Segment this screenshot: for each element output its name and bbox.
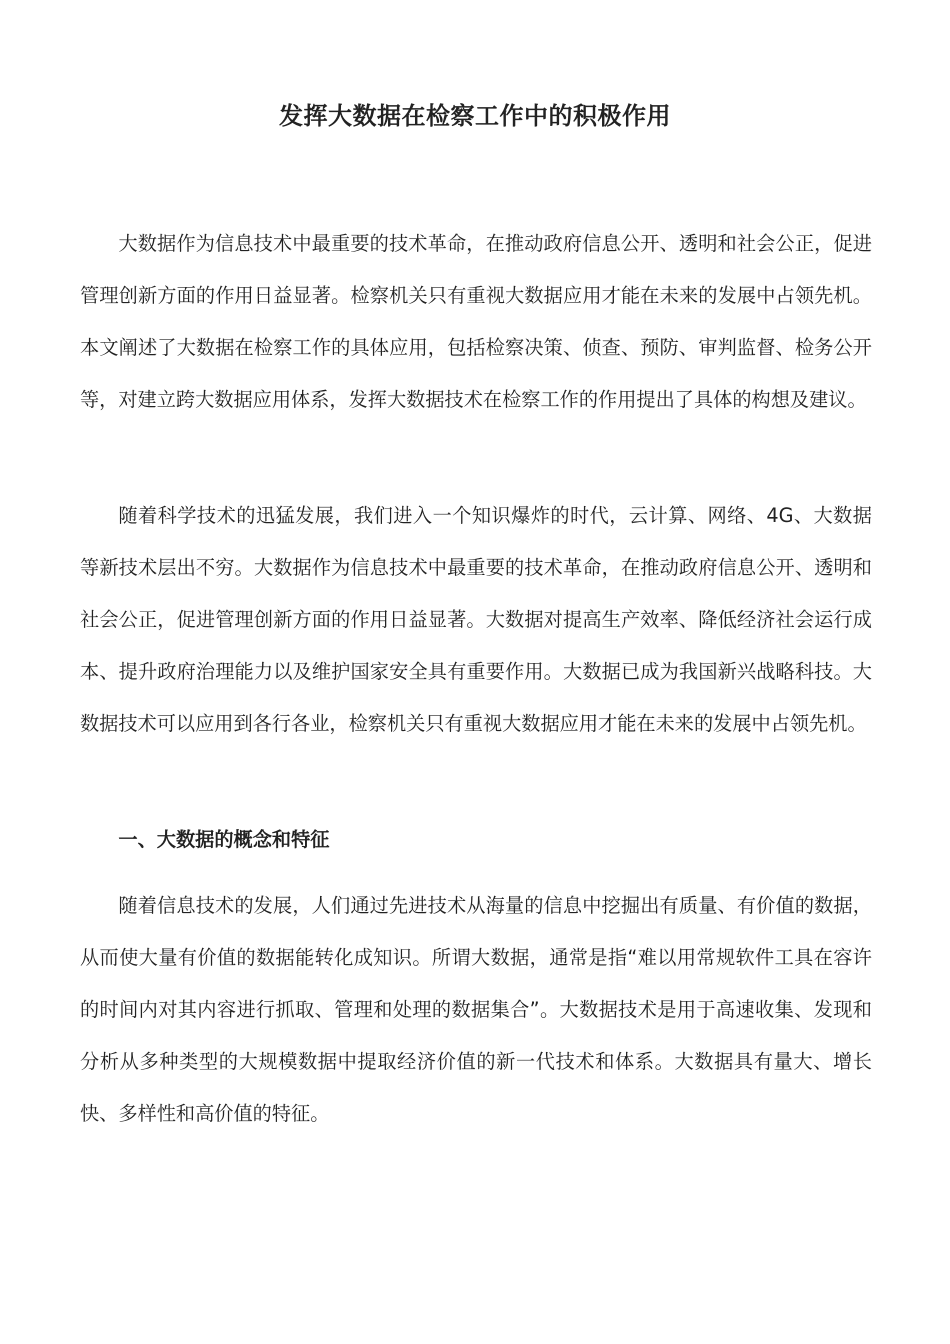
document-title: 发挥大数据在检察工作中的积极作用 (279, 102, 671, 130)
intro-paragraph: 随着科学技术的迅猛发展，我们进入一个知识爆炸的时代，云计算、网络、4G、大数据等新技术层出不穷。大数据作为信息技术中最重要的技术革命，在推动政府信息公开、透明和社会公正，促进管理创新方面的作用日益显著。大数据对提高生产效率、降低经济社会运行成本、提升政府治理能力以及维护国家安全具有重要作用。大数据已成为我国新兴战略科技。大数据技术可以应用到各行各业，检察机关只有重视大数据应用才能在未来的发展中占领先机。 (80, 504, 872, 735)
section-paragraph: 随着信息技术的发展，人们通过先进技术从海量的信息中挖掘出有质量、有价值的数据，从而使大量有价值的数据能转化成知识。所谓大数据，通常是指“难以用常规软件工具在容许的时间内对其内容进行抓取、管理和处理的数据集合”。大数据技术是用于高速收集、发现和分析从多种类型的大规模数据中提取经济价值的新一代技术和体系。大数据具有量大、增长快、多样性和高价值的特征。 (80, 894, 872, 1125)
section-heading: 一、大数据的概念和特征 (118, 828, 330, 851)
abstract-paragraph: 大数据作为信息技术中最重要的技术革命，在推动政府信息公开、透明和社会公正，促进管理创新方面的作用日益显著。检察机关只有重视大数据应用才能在未来的发展中占领先机。本文阐述了大数据在检察工作的具体应用，包括检察决策、侦查、预防、审判监督、检务公开等，对建立跨大数据应用体系，发挥大数据技术在检察工作的作用提出了具体的构想及建议。 (80, 232, 872, 411)
